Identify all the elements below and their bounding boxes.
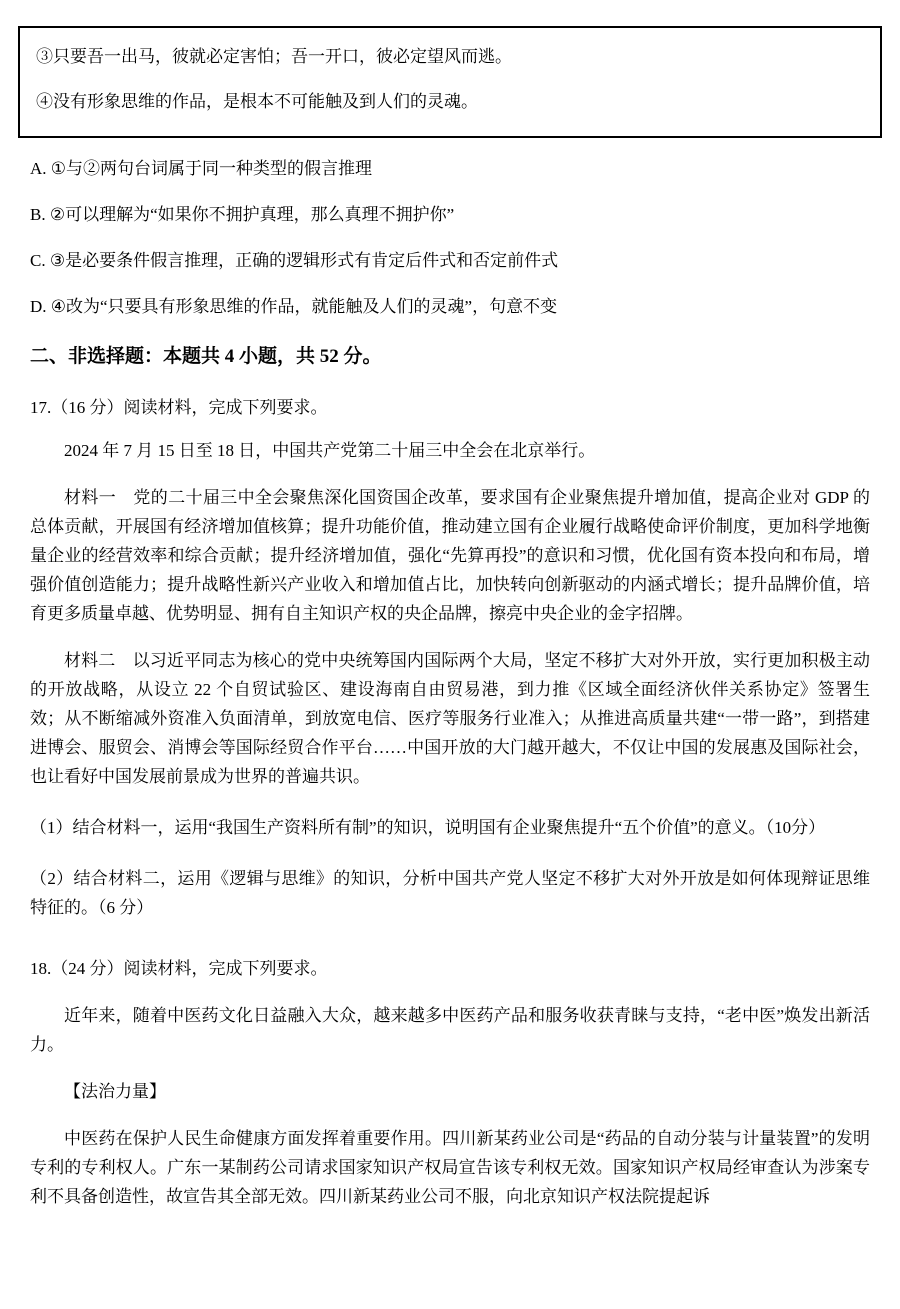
option-a: A. ①与②两句台词属于同一种类型的假言推理 <box>30 159 373 178</box>
stem-line-4: ④没有形象思维的作品，是根本不可能触及到人们的灵魂。 <box>36 92 478 111</box>
q18-paragraph-1: 中医药在保护人民生命健康方面发挥着重要作用。四川新某药业公司是“药品的自动分装与计量装置”的发明专利的专利权人。广东一某制药公司请求国家知识产权局宣告该专利权无效。国家知识产权局经审查认为涉案专利不具备创造性，故宣告其全部无效。四川新某药业公司不服，向北京知识产权法院提起诉 <box>30 1129 870 1206</box>
option-b: B. ②可以理解为“如果你不拥护真理，那么真理不拥护你” <box>30 205 455 224</box>
stem-line-3: ③只要吾一出马，彼就必定害怕；吾一开口，彼必定望风而逃。 <box>36 47 512 66</box>
q18-section-tag-rule-of-law: 【法治力量】 <box>64 1082 166 1101</box>
q18-stem: 18.（24 分）阅读材料，完成下列要求。 <box>30 959 328 978</box>
q17-stem: 17.（16 分）阅读材料，完成下列要求。 <box>30 398 328 417</box>
option-c: C. ③是必要条件假言推理，正确的逻辑形式有肯定后件式和否定前件式 <box>30 251 559 270</box>
section-2-heading: 二、非选择题：本题共 4 小题，共 52 分。 <box>30 346 382 367</box>
q17-material-1: 材料一 党的二十届三中全会聚焦深化国资国企改革，要求国有企业聚焦提升增加值，提高企业对 GDP 的总体贡献，开展国有经济增加值核算；提升功能价值，推动建立国有企业履行战略使命评价制度，更加科学地衡量企业的经营效率和综合贡献；提升经济增加值，强化“先算再投”的意识和习惯，优化国有资本投向和布局，增强价值创造能力；提升战略性新兴产业收入和增加值占比，加快转向创新驱动的内涵式增长；提升品牌价值，培育更多质量卓越、优势明显、拥有自主知识产权的央企品牌，擦亮中央企业的金字招牌。 <box>30 488 870 623</box>
q17-material-2: 材料二 以习近平同志为核心的党中央统筹国内国际两个大局，坚定不移扩大对外开放，实行更加积极主动的开放战略，从设立 22 个自贸试验区、建设海南自由贸易港，到力推《区域全面经济伙伴关系协定》签署生效；从不断缩减外资准入负面清单，到放宽电信、医疗等服务行业准入；从推进高质量共建“一带一路”，到搭建进博会、服贸会、消博会等国际经贸合作平台……中国开放的大门越开越大，不仅让中国的发展惠及国际社会，也让看好中国发展前景成为世界的普遍共识。 <box>30 651 870 786</box>
option-d: D. ④改为“只要具有形象思维的作品，就能触及人们的灵魂”，句意不变 <box>30 297 558 316</box>
question-stem-box <box>18 26 882 138</box>
q17-sub-question-1: （1）结合材料一，运用“我国生产资料所有制”的知识，说明国有企业聚焦提升“五个价值”的意义。（10分） <box>30 818 826 837</box>
q17-sub-question-2: （2）结合材料二，运用《逻辑与思维》的知识，分析中国共产党人坚定不移扩大对外开放是如何体现辩证思维特征的。（6 分） <box>30 869 870 917</box>
q17-intro: 2024 年 7 月 15 日至 18 日，中国共产党第二十届三中全会在北京举行。 <box>64 441 596 460</box>
q18-intro: 近年来，随着中医药文化日益融入大众，越来越多中医药产品和服务收获青睐与支持，“老中医”焕发出新活力。 <box>30 1006 870 1054</box>
